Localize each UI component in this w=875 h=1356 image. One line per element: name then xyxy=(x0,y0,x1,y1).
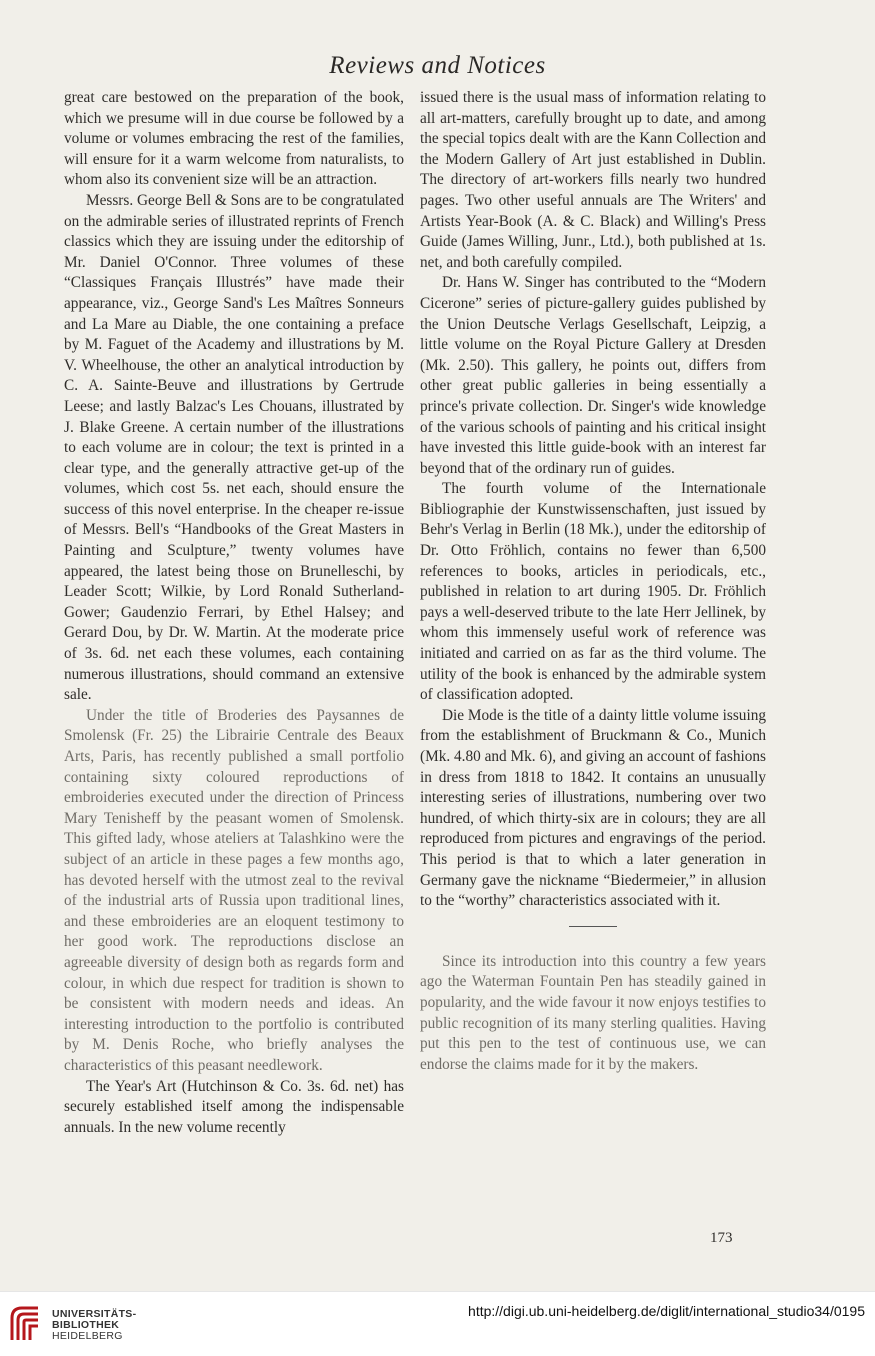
footer-bar xyxy=(0,1291,875,1356)
paragraph: Under the title of Broderies des Paysannes de Smolensk (Fr. 25) the Librairie Centrale des Beaux Arts, Paris, has recently published a small portfolio containing sixty coloured reproductions of embroideries executed under the direction of Princess Mary Tenisheff by the peasant women of Smolensk. This gifted lady, whose ateliers at Talashkino were the subject of an article in these pages a few months ago, has devoted herself with the utmost zeal to the revival of the industrial arts of Russia upon traditional lines, and these embroideries are an eloquent testimony to her good work. The reproductions disclose an agreeable diversity of design both as regards form and colour, in which due respect for tradition is shown to be consistent with modern needs and ideas. An interesting introduction to the portfolio is contributed by M. Denis Roche, who briefly analyses the characteristics of this peasant needlework. xyxy=(64,706,404,1074)
library-logo-icon[interactable] xyxy=(8,1304,48,1344)
right-column xyxy=(420,88,766,1075)
library-name xyxy=(52,1309,136,1342)
page-number: 173 xyxy=(710,1230,733,1246)
paragraph: issued there is the usual mass of information relating to all art-matters, carefully brought up to date, and among the special topics dealt with are the Kann Collection and the Modern Gallery of Art just established in Dublin. The directory of art-workers fills nearly two hundred pages. Two other useful annuals are The Writers' and Artists Year-Book (A. & C. Black) and Willing's Press Guide (James Willing, Junr., Ltd.), both published at 1s. net, and both carefully compiled. xyxy=(420,89,766,271)
paragraph: Dr. Hans W. Singer has contributed to the “Modern Cicerone” series of picture-gallery guides published by the Union Deutsche Verlags Gesellschaft, Leipzig, a little volume on the Royal Picture Gallery at Dresden (Mk. 2.50). This gallery, he points out, differs from other great public galleries in being essentially a prince's private collection. Dr. Singer's wide knowledge of the various schools of painting and his critical insight have invested this little guide-book with an interest far beyond that of the ordinary run of guides. xyxy=(420,274,766,477)
paragraph: The Year's Art (Hutchinson & Co. 3s. 6d. net) has securely established itself among the indispensable annuals. In the new volume recently xyxy=(64,1077,404,1136)
paragraph: Die Mode is the title of a dainty little volume issuing from the establishment of Bruckmann & Co., Munich (Mk. 4.80 and Mk. 6), and giving an account of fashions in dress from 1818 to 1842. It contains an unusually interesting series of illustrations, numbering over two hundred, of which thirty-six are in colours; they are all reproduced from pictures and engravings of the period. This period is that to which a later generation in Germany gave the nickname “Biedermeier,” in allusion to the “worthy” characteristics associated with it. xyxy=(420,706,766,910)
paragraph: The fourth volume of the Internationale Bibliographie der Kunstwissenschaften, just issued by Behr's Verlag in Berlin (18 Mk.), under the editorship of Dr. Otto Fröhlich, contains no fewer than 6,500 references to books, articles in periodicals, etc., published in relation to art during 1905. Dr. Fröhlich pays a well-deserved tribute to the late Herr Jellinek, by whom this immensely useful work of reference was initiated and carried on as far as the third volume. The utility of the book is enhanced by the admirable system of classification adopted. xyxy=(420,480,766,704)
library-name-line: UNIVERSITÄTS- xyxy=(52,1308,137,1320)
left-column xyxy=(64,88,404,1138)
library-name-line: HEIDELBERG xyxy=(52,1330,123,1342)
running-header: Reviews and Notices xyxy=(329,52,546,79)
paragraph: Since its introduction into this country a few years ago the Waterman Fountain Pen has steadily gained in popularity, and the wide favour it now enjoys testifies to public recognition of its many sterling qualities. Having put this pen to the test of continuous use, we can endorse the claims made for it by the makers. xyxy=(420,952,766,1073)
paragraph: great care bestowed on the preparation of the book, which we presume will in due course be followed by a volume or volumes embracing the rest of the families, will ensure for it a warm welcome from naturalists, to whom also its convenient size will be an attraction. xyxy=(64,89,404,189)
library-name-line: BIBLIOTHEK xyxy=(52,1319,120,1331)
section-divider xyxy=(569,926,617,927)
paragraph: Messrs. George Bell & Sons are to be congratulated on the admirable series of illustrated reprints of French classics which they are issuing under the editorship of Mr. Daniel O'Connor. Three volumes of these “Classiques Français Illustrés” have made their appearance, viz., George Sand's Les Maîtres Sonneurs and La Mare au Diable, the one containing a preface by M. Faguet of the Academy and illustrations by M. V. Wheelhouse, the other an analytical introduction by C. A. Sainte-Beuve and illustrations by Gertrude Leese; and lastly Balzac's Les Chouans, illustrated by J. Blake Greene. A certain number of the illustrations to each volume are in colour; the text is printed in a clear type, and the generally attractive get-up of the volumes, which cost 5s. net each, should ensure the success of this novel enterprise. In the cheaper re-issue of Messrs. Bell's “Handbooks of the Great Masters in Painting and Sculpture,” twenty volumes have appeared, the latest being those on Brunelleschi, by Leader Scott; Wilkie, by Lord Ronald Sutherland-Gower; Gaudenzio Ferrari, by Ethel Halsey; and Gerard Dou, by Dr. W. Martin. At the moderate price of 3s. 6d. net each these volumes, each containing numerous illustrations, should command an extensive sale. xyxy=(64,191,404,704)
source-url-link[interactable]: http://digi.ub.uni-heidelberg.de/diglit/international_studio34/0195 xyxy=(468,1303,865,1319)
